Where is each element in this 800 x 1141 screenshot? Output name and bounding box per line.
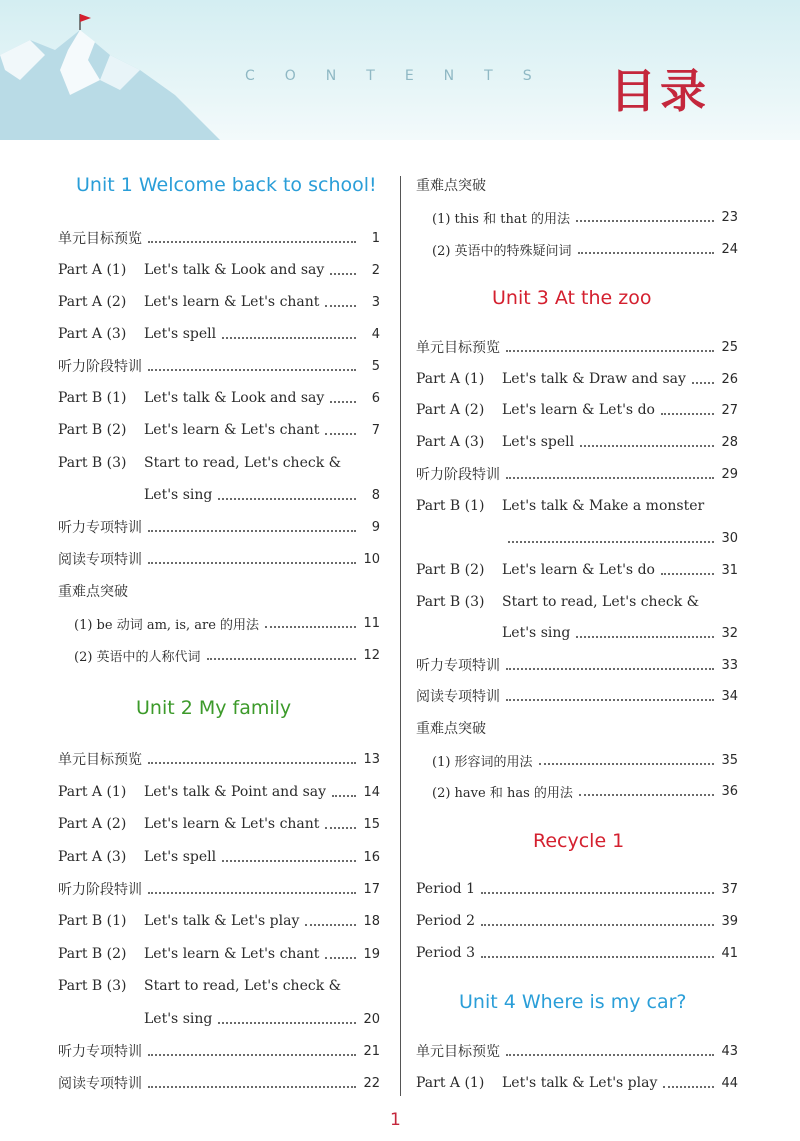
toc-entry [58,974,380,998]
toc-entry-label: Part B (1) [58,390,127,406]
toc-entry-label: Part A (1) [416,1075,485,1091]
toc-page-number: 10 [363,551,380,567]
toc-page-number: 13 [363,751,380,767]
toc-page-number: 37 [721,881,738,897]
toc-entry-label: Part B (1) [416,498,485,514]
toc-entry-label: (1) 形容词的用法 [432,754,533,770]
toc-entry-label: 听力阶段特训 [58,882,142,898]
toc-entry [416,367,738,391]
toc-entry [416,590,738,614]
toc-entry-label: Part B (2) [416,562,485,578]
dot-leader [481,955,714,958]
toc-page-number: 26 [721,371,738,387]
toc-page-number: 24 [721,241,738,257]
dot-leader [325,826,356,829]
dot-leader [148,240,356,243]
toc-entry-label: 单元目标预览 [416,340,500,356]
toc-page-number: 2 [371,262,380,278]
toc-entry-label: Part B (2) [58,422,127,438]
dot-leader [661,572,714,575]
toc-page-number: 16 [363,849,380,865]
toc-page-number: 7 [371,422,380,438]
toc-entry [416,173,738,197]
dot-leader [481,891,714,894]
toc-page-number: 9 [371,519,380,535]
toc-entry [58,579,380,603]
toc-entry-label: 重难点突破 [416,178,486,194]
toc-entry [58,909,380,933]
toc-entry-title: Let's talk & Point and say [144,784,327,800]
dot-leader [148,561,356,564]
dot-leader [492,188,714,189]
toc-entry [416,398,738,422]
unit1-title: Unit 1 Welcome back to school! [76,174,377,196]
dot-leader [506,698,714,701]
toc-entry [58,747,380,771]
toc-page-number: 34 [721,688,738,704]
toc-entry [416,430,738,454]
toc-entry [58,547,380,571]
toc-page-number: 43 [721,1043,738,1059]
toc-entry-title: Start to read, Let's check & [144,455,342,471]
toc-page-number: 15 [363,816,380,832]
toc-entry [432,205,738,229]
toc-page-number: 44 [721,1075,738,1091]
dot-leader [576,635,714,638]
toc-entry [416,335,738,359]
column-divider [400,176,401,1096]
unit3-title: Unit 3 At the zoo [492,287,652,309]
page-title: 目录 [610,64,710,118]
page-number: 1 [390,1110,401,1130]
dot-leader [330,400,356,403]
toc-entry-title: Let's talk & Make a monster [502,498,705,514]
dot-leader [578,251,714,254]
toc-entry [502,621,738,645]
toc-entry [74,643,380,667]
dot-leader [576,219,714,222]
toc-entry-label: Part A (2) [58,294,127,310]
toc-entry [416,558,738,582]
dot-leader [222,859,356,862]
toc-entry [432,779,738,803]
toc-entry [416,716,738,740]
toc-entry-label: Part B (3) [58,455,127,471]
toc-entry [58,1071,380,1095]
toc-entry-label: 单元目标预览 [416,1044,500,1060]
toc-entry-title: Let's sing [502,625,571,641]
toc-entry-label: Part B (3) [416,594,485,610]
toc-entry-label: Part A (1) [58,784,127,800]
toc-entry [58,877,380,901]
toc-entry-label: Part A (1) [58,262,127,278]
toc-entry-title: Let's talk & Let's play [144,913,300,929]
toc-page-number: 27 [721,402,738,418]
toc-page-number: 31 [721,562,738,578]
toc-entry-title: Let's learn & Let's chant [144,422,320,438]
toc-entry-label: 单元目标预览 [58,231,142,247]
toc-entry [58,1039,380,1063]
toc-entry-title: Let's learn & Let's chant [144,294,320,310]
toc-entry [432,237,738,261]
toc-entry-label: Part B (3) [58,978,127,994]
contents-label: CONTENTS [245,68,562,84]
toc-page-number: 29 [721,466,738,482]
toc-page-number: 30 [721,530,738,546]
toc-page-number: 17 [363,881,380,897]
toc-entry [58,418,380,442]
toc-page-number: 14 [363,784,380,800]
toc-page-number: 20 [363,1011,380,1027]
dot-leader [148,529,356,532]
dot-leader [207,657,356,660]
toc-entry-label: 听力专项特训 [58,520,142,536]
dot-leader [661,412,714,415]
dot-leader [148,761,356,764]
toc-page-number: 35 [721,752,738,768]
toc-entry [416,1071,738,1095]
toc-entry-title: Let's talk & Look and say [144,262,325,278]
toc-page-number: 41 [721,945,738,961]
toc-entry-label: 阅读专项特训 [416,689,500,705]
toc-page-number: 33 [721,657,738,673]
toc-entry-title: Start to read, Let's check & [502,594,700,610]
toc-entry-title: Let's learn & Let's chant [144,946,320,962]
toc-entry-label: (2) 英语中的人称代词 [74,649,201,665]
toc-entry [74,611,380,635]
toc-entry-label: (1) this 和 that 的用法 [432,211,570,227]
toc-entry-title: Let's sing [144,1011,213,1027]
dot-leader [663,1085,714,1088]
toc-page-number: 5 [371,358,380,374]
dot-leader [506,476,714,479]
dot-leader [508,540,714,543]
dot-leader [579,793,714,796]
toc-entry-title: Let's spell [502,434,575,450]
toc-entry [416,877,738,901]
dot-leader [325,956,356,959]
dot-leader [539,762,714,765]
toc-entry-label: 听力专项特训 [416,658,500,674]
dot-leader [148,368,356,371]
toc-page-number: 28 [721,434,738,450]
dot-leader [492,731,714,732]
toc-entry-title: Let's learn & Let's do [502,562,655,578]
toc-page-number: 25 [721,339,738,355]
toc-entry [144,483,380,507]
toc-entry-label: 重难点突破 [416,721,486,737]
toc-page-number: 32 [721,625,738,641]
dot-leader [134,594,356,595]
toc-entry [58,290,380,314]
toc-entry [502,526,738,550]
toc-entry-label: (1) be 动词 am, is, are 的用法 [74,617,260,633]
dot-leader [330,272,356,275]
toc-entry [416,684,738,708]
dot-leader [148,1085,356,1088]
toc-entry-label: Part A (3) [416,434,485,450]
dot-leader [265,625,356,628]
toc-entry-label: 阅读专项特训 [58,552,142,568]
toc-entry-label: 阅读专项特训 [58,1076,142,1092]
dot-leader [506,349,714,352]
toc-entry [416,653,738,677]
toc-entry [58,226,380,250]
toc-page-number: 8 [371,487,380,503]
dot-leader [580,444,714,447]
toc-entry-label: (2) have 和 has 的用法 [432,785,573,801]
toc-entry-label: 听力专项特训 [58,1044,142,1060]
toc-page-number: 22 [363,1075,380,1091]
toc-entry-label: Period 1 [416,881,475,897]
unit2-title: Unit 2 My family [136,697,292,719]
toc-page-number: 36 [721,783,738,799]
toc-entry [416,941,738,965]
toc-entry-title: Start to read, Let's check & [144,978,342,994]
toc-entry-label: 重难点突破 [58,584,128,600]
dot-leader [218,1021,356,1024]
toc-entry-label: Part A (1) [416,371,485,387]
toc-page-number: 12 [363,647,380,663]
toc-entry [58,515,380,539]
dot-leader [305,923,356,926]
dot-leader [481,923,714,926]
dot-leader [347,466,356,467]
toc-entry [58,780,380,804]
toc-entry [416,1039,738,1063]
toc-entry [416,909,738,933]
toc-page-number: 39 [721,913,738,929]
toc-entry-label: (2) 英语中的特殊疑问词 [432,243,572,259]
toc-entry [58,812,380,836]
toc-entry-title: Let's sing [144,487,213,503]
dot-leader [347,989,356,990]
dot-leader [692,381,714,384]
dot-leader [710,509,714,510]
dot-leader [325,432,356,435]
dot-leader [506,1053,714,1056]
dot-leader [218,497,356,500]
toc-page-number: 23 [721,209,738,225]
toc-entry [58,845,380,869]
toc-page-number: 21 [363,1043,380,1059]
toc-page-number: 18 [363,913,380,929]
dot-leader [222,336,356,339]
toc-entry [144,1007,380,1031]
toc-entry [58,386,380,410]
toc-entry [432,748,738,772]
toc-page-number: 3 [371,294,380,310]
toc-entry-title: Let's learn & Let's do [502,402,655,418]
dot-leader [705,605,714,606]
dot-leader [325,304,356,307]
toc-entry-label: Part A (2) [416,402,485,418]
header-banner [0,0,800,140]
toc-page-number: 1 [371,230,380,246]
toc-entry-label: Part B (2) [58,946,127,962]
toc-entry-label: Period 3 [416,945,475,961]
toc-page-number: 6 [371,390,380,406]
toc-entry [416,494,738,518]
toc-entry [58,451,380,475]
dot-leader [332,794,356,797]
dot-leader [148,1053,356,1056]
toc-page-number: 19 [363,946,380,962]
toc-entry-title: Let's talk & Draw and say [502,371,686,387]
toc-entry-label: Part B (1) [58,913,127,929]
unit4-title: Unit 4 Where is my car? [459,991,687,1013]
toc-entry-title: Let's talk & Look and say [144,390,325,406]
toc-entry-label: Period 2 [416,913,475,929]
toc-entry-title: Let's spell [144,849,217,865]
toc-entry [58,942,380,966]
toc-entry-title: Let's talk & Let's play [502,1075,658,1091]
toc-entry-label: 听力阶段特训 [58,359,142,375]
toc-entry-label: Part A (2) [58,816,127,832]
toc-entry-title: Let's spell [144,326,217,342]
recycle-title: Recycle 1 [533,830,625,852]
dot-leader [506,667,714,670]
toc-entry-label: Part A (3) [58,849,127,865]
mountain-illustration [0,0,230,140]
toc-entry-label: 听力阶段特训 [416,467,500,483]
toc-page-number: 4 [371,326,380,342]
toc-entry-label: 单元目标预览 [58,752,142,768]
toc-entry-label: Part A (3) [58,326,127,342]
dot-leader [148,891,356,894]
toc-entry [58,258,380,282]
toc-entry-title: Let's learn & Let's chant [144,816,320,832]
toc-page-number: 11 [363,615,380,631]
toc-entry [416,462,738,486]
toc-entry [58,354,380,378]
toc-entry [58,322,380,346]
